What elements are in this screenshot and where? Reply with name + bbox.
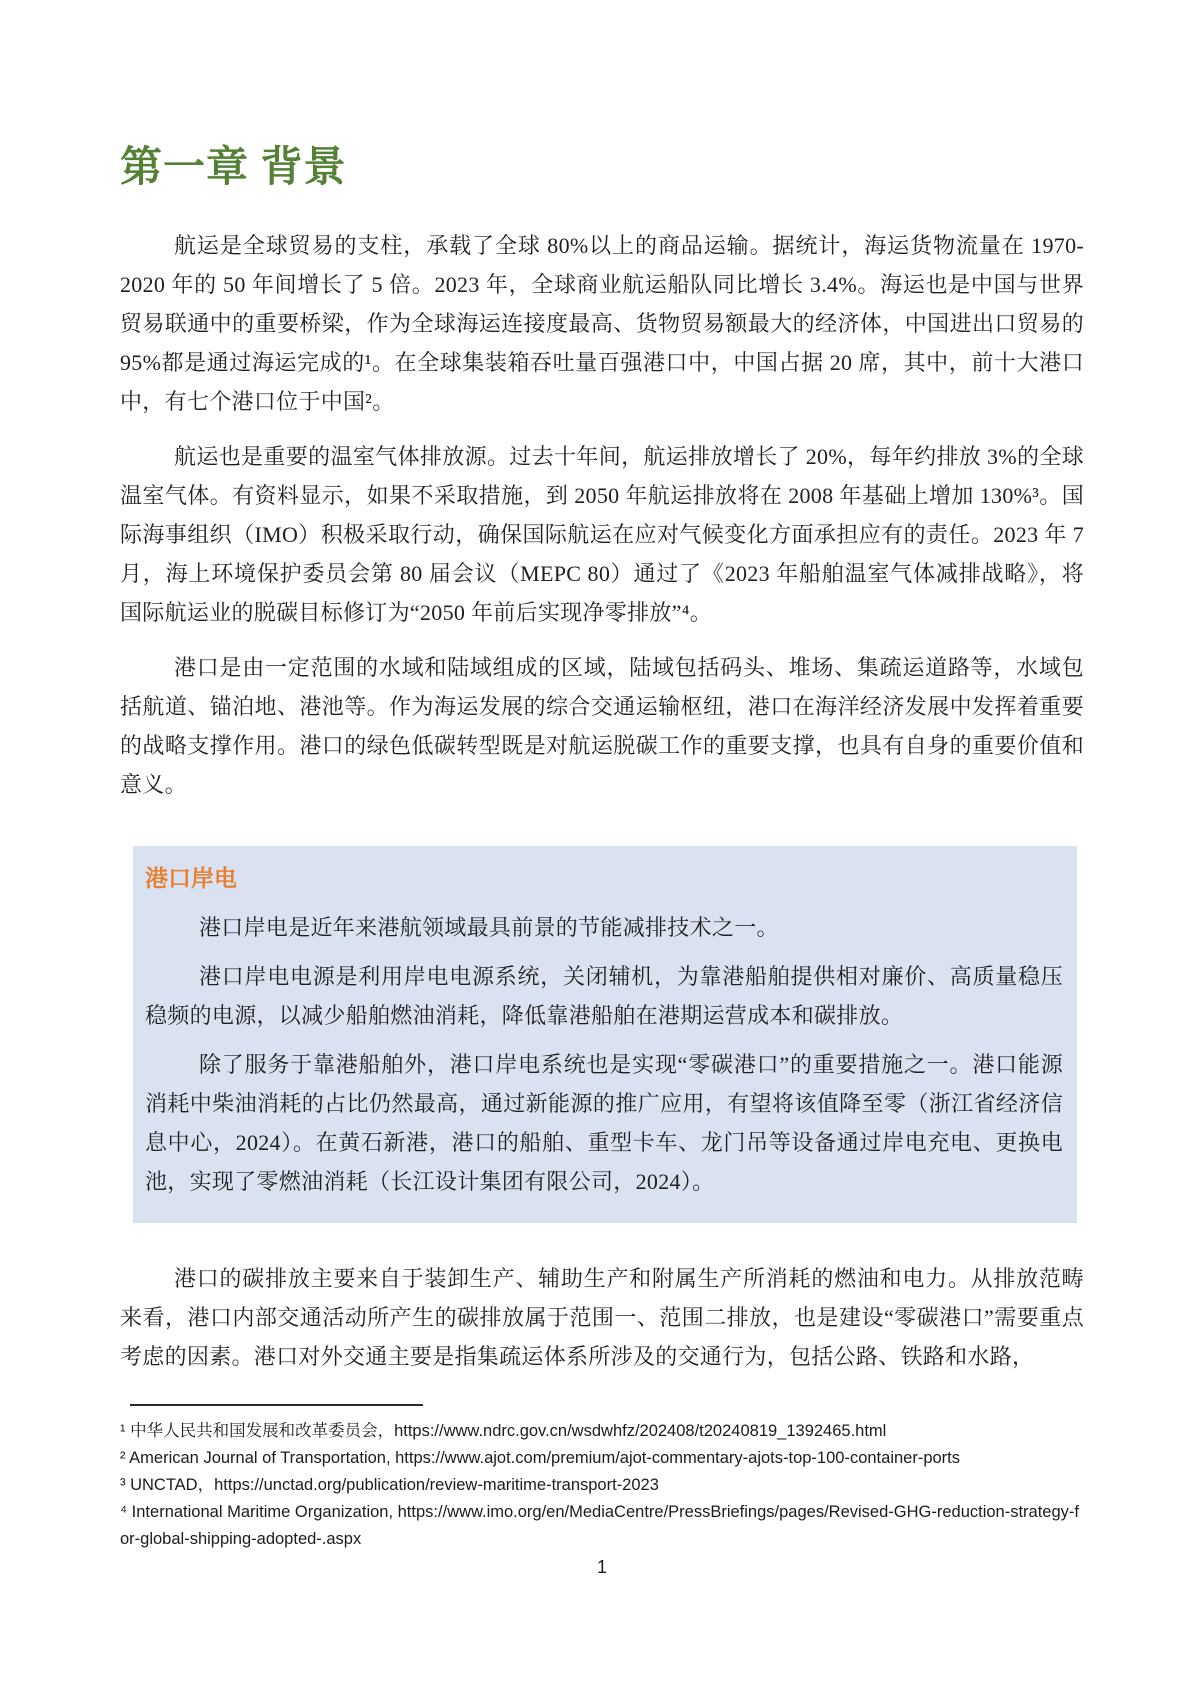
page-content [0,140,1200,1578]
callout-paragraph-intro: 港口岸电是近年来港航领域最具前景的节能减排技术之一。 [199,915,779,940]
callout-title: 港口岸电 [145,866,237,891]
footnote-3: ³ UNCTAD，https://unctad.org/publication/review-maritime-transport-2023 [120,1476,659,1494]
footnote-2: ² American Journal of Transportation, https://www.ajot.com/premium/ajot-commentary-ajots-top-100-container-ports [120,1449,961,1467]
footnote-separator [130,1404,423,1406]
chapter-heading: 第一章 背景 [120,145,347,191]
callout-paragraph-power-supply: 港口岸电电源是利用岸电电源系统，关闭辅机，为靠港船舶提供相对廉价、高质量稳压稳频的电源，以减少船舶燃油消耗，降低靠港船舶在港期运营成本和碳排放。 [145,964,1063,1028]
paragraph-shipping-trade: 航运是全球贸易的支柱，承载了全球 80%以上的商品运输。据统计，海运货物流量在 1970-2020 年的 50 年间增长了 5 倍。2023 年，全球商业航运船队同比增长 3.4%。海运也是中国与世界贸易联通中的重要桥梁，作为全球海运连接度最高、货物贸易额最大的经济体，中国进出口贸易的 95%都是通过海运完成的¹。在全球集装箱吞吐量百强港口中，中国占据 20 席，其中，前十大港口中，有七个港口位于中国²。 [120,233,1084,414]
footnotes-section [120,1418,1084,1553]
paragraph-ghg-emissions: 航运也是重要的温室气体排放源。过去十年间，航运排放增长了 20%，每年约排放 3%的全球温室气体。有资料显示，如果不采取措施，到 2050 年航运排放将在 2008 年基础上增加 130%³。国际海事组织（IMO）积极采取行动，确保国际航运在应对气候变化方面承担应有的责任。2023 年 7 月，海上环境保护委员会第 80 届会议（MEPC 80）通过了《2023 年船舶温室气体减排战略》，将国际航运业的脱碳目标修订为“2050 年前后实现净零排放”⁴。 [120,444,1084,625]
page-number: 1 [596,1557,607,1577]
footnote-4: ⁴ International Maritime Organization, https://www.imo.org/en/MediaCentre/PressBriefings/pages/Revised-GHG-reduction-strategy-for-global-shipping-adopted-.aspx [120,1503,1079,1548]
callout-paragraph-zero-carbon: 除了服务于靠港船舶外，港口岸电系统也是实现“零碳港口”的重要措施之一。港口能源消耗中柴油消耗的占比仍然最高，通过新能源的推广应用，有望将该值降至零（浙江省经济信息中心，2024）。在黄石新港，港口的船舶、重型卡车、龙门吊等设备通过岸电充电、更换电池，实现了零燃油消耗（长江设计集团有限公司，2024）。 [145,1052,1063,1194]
footnote-1: ¹ 中华人民共和国发展和改革委员会，https://www.ndrc.gov.cn/wsdwhfz/202408/t20240819_1392465.html [120,1422,887,1440]
paragraph-port-definition: 港口是由一定范围的水域和陆域组成的区域，陆域包括码头、堆场、集疏运道路等，水域包括航道、锚泊地、港池等。作为海运发展的综合交通运输枢纽，港口在海洋经济发展中发挥着重要的战略支撑作用。港口的绿色低碳转型既是对航运脱碳工作的重要支撑，也具有自身的重要价值和意义。 [120,655,1084,797]
paragraph-port-carbon-sources: 港口的碳排放主要来自于装卸生产、辅助生产和附属生产所消耗的燃油和电力。从排放范畴来看，港口内部交通活动所产生的碳排放属于范围一、范围二排放，也是建设“零碳港口”需要重点考虑的因素。港口对外交通主要是指集疏运体系所涉及的交通行为，包括公路、铁路和水路， [120,1266,1084,1369]
callout-box-shore-power [133,846,1077,1223]
